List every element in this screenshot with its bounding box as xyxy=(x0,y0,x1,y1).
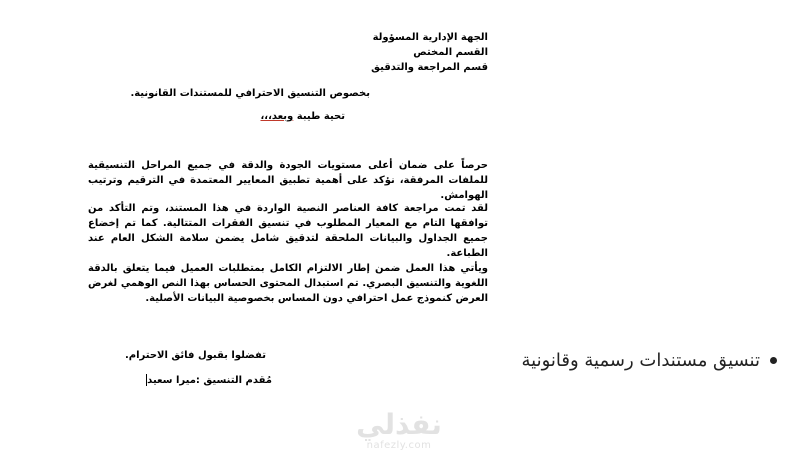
letter-paragraph-3: ويأتي هذا العمل ضمن إطار الالتزام الكامل بمتطلبات العميل فيما يتعلق بالدقة اللغوية والتنسيق البصري. تم استبدال المحتوى الحساس بهذا النص الوهمي لغرض العرض كنموذج عمل احترافي دون المساس بخصوصية البيانات الأصلية. xyxy=(88,263,488,304)
letter-signature xyxy=(145,373,272,388)
watermark-logo xyxy=(344,410,454,452)
letter-header-line-2: القسم المختص xyxy=(413,47,488,58)
letter-header-line-1: الجهة الإدارية المسؤولة xyxy=(372,32,488,43)
letter-header-line-3: قسم المراجعة والتدقيق xyxy=(371,62,488,73)
signature-text: مُقدم التنسيق :ميرا سعيد xyxy=(147,375,272,386)
watermark-arabic: نفذلي xyxy=(356,408,442,441)
feature-bullet-text: تنسيق مستندات رسمية وقانونية xyxy=(521,350,760,371)
feature-bullet xyxy=(509,350,777,371)
letter-closing: تفضلوا بقبول فائق الاحترام. xyxy=(124,350,266,361)
bullet-dot-icon xyxy=(770,357,777,364)
watermark-latin: nafezly.com xyxy=(366,440,432,451)
letter-paragraph-1: حرصاً على ضمان أعلى مستويات الجودة والدقة في جميع المراحل التنسيقية للملفات المرفقة، نؤكد على أهمية تطبيق المعايير المعتمدة في الترقيم وترتيب الهوامش. xyxy=(88,160,488,201)
greeting-underlined: وبعد،،، xyxy=(260,111,294,122)
letter-greeting xyxy=(260,109,345,124)
letter-document xyxy=(88,30,488,400)
greeting-prefix: تحية طيبة xyxy=(293,111,345,122)
letter-subject: بخصوص التنسيق الاحترافي للمستندات القانونية. xyxy=(130,88,370,99)
letter-paragraph-2: لقد تمت مراجعة كافة العناصر النصية الواردة في هذا المستند، وتم التأكد من توافقها التام مع المعيار المطلوب في تنسيق الفقرات المتتالية. كما تم إخضاع جميع الجداول والبيانات الملحقة لتدقيق شامل يضمن سلامة الشكل العام عند الطباعة. xyxy=(88,203,488,259)
